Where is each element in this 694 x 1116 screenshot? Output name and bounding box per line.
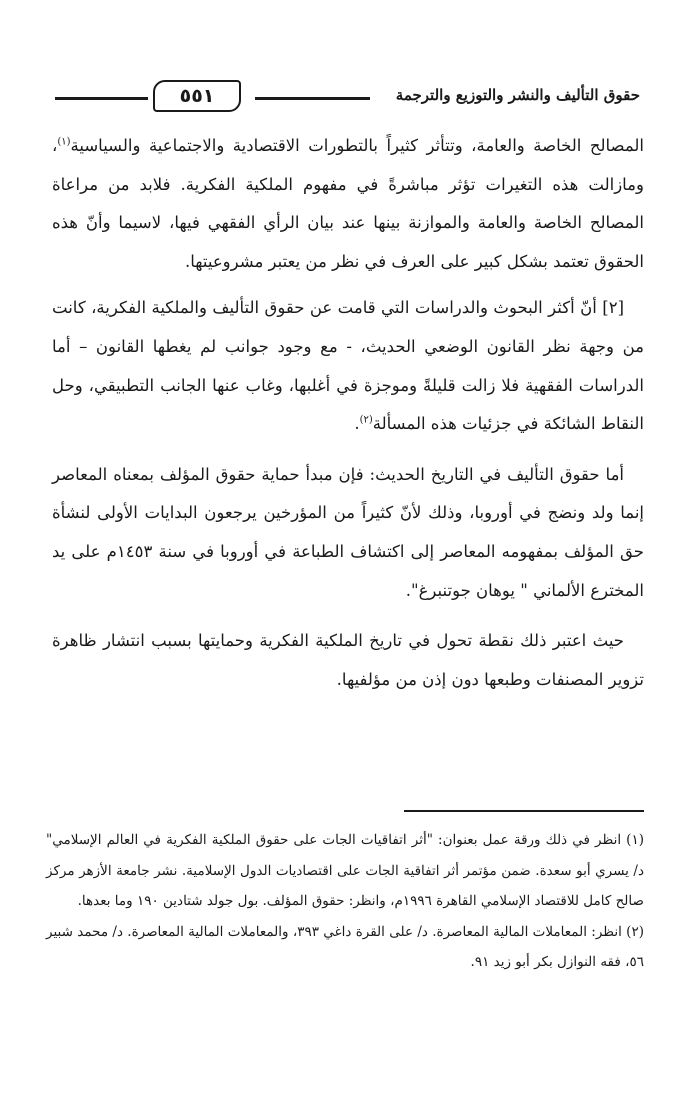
footnotes: [46, 825, 644, 978]
footnote-1: (١) انظر في ذلك ورقة عمل بعنوان: "أثر اتفاقيات الجات على حقوق الملكية الفكرية في العالم الإسلامي" د/ يسري أبو سعدة. ضمن مؤتمر أثر اتفاقية الجات على اقتصاديات الدول الإسلامية. نشر جامعة الأزهر مركز صالح كامل للاقتصاد الإسلامي القاهرة ١٩٩٦م، وانظر: حقوق المؤلف. بول جولد شتادين ١٩٠ وما بعدها.: [46, 832, 644, 909]
main-text: [52, 127, 644, 711]
running-header: [55, 78, 640, 118]
footnote-2: (٢) انظر: المعاملات المالية المعاصرة. د/ على القرة داغي ٣٩٣، والمعاملات المالية المعاصرة. د/ محمد شبير ٥٦، فقه النوازل بكر أبو زيد ٩١.: [46, 923, 644, 970]
header-rule: [255, 97, 370, 100]
footnote-ref[interactable]: (١): [57, 136, 71, 148]
paragraph: المصالح الخاصة والعامة، وتتأثر كثيراً بالتطورات الاقتصادية والاجتماعية والسياسية$^{(١)}$، ومازالت هذه التغيرات تؤثر مباشرةً في مفهوم الملكية الفكرية. فلابد من مراعاة المصالح الخاصة والعامة والموازنة بينها عند بيان الرأي الفقهي فيها، لاسيما وأنّ هذه الحقوق تعتمد بشكل كبير على العرف في نظر من يعتبر مشروعيتها.: [52, 136, 644, 271]
header-rule: [55, 97, 148, 100]
footnote-ref[interactable]: (٢): [359, 414, 373, 426]
paragraph: حيث اعتبر ذلك نقطة تحول في تاريخ الملكية الفكرية وحمايتها بسبب انتشار ظاهرة تزوير المصنفات وطبعها دون إذن من مؤلفيها.: [52, 631, 644, 689]
footnote-separator: [404, 810, 644, 812]
header-title: حقوق التأليف والنشر والتوزيع والترجمة: [395, 86, 640, 104]
paragraph: أما حقوق التأليف في التاريخ الحديث: فإن مبدأ حماية حقوق المؤلف بمعناه المعاصر إنما ولد ونضج في أوروبا، وذلك لأنّ كثيراً من المؤرخين يرجعون البدايات الأولى لنشأة حق المؤلف بمفهومه المعاصر إلى اكتشاف الطباعة في أوروبا في سنة ١٤٥٣م على يد المخترع الألماني " يوهان جوتنبرغ".: [52, 464, 644, 600]
paragraph: [٢] أنّ أكثر البحوث والدراسات التي قامت عن حقوق التأليف والملكية الفكرية، كانت من وجهة نظر القانون الوضعي الحديث، - مع وجود جوانب لم يغطها القانون – أما الدراسات الفقهية فلا زالت قليلةً وموجزة في أغلبها، وغاب عنها الجانب التطبيقي، وحل النقاط الشائكة في جزئيات هذه المسألة$^{(٢)}$.: [52, 298, 644, 434]
page-number: ٥٥١: [153, 80, 241, 112]
